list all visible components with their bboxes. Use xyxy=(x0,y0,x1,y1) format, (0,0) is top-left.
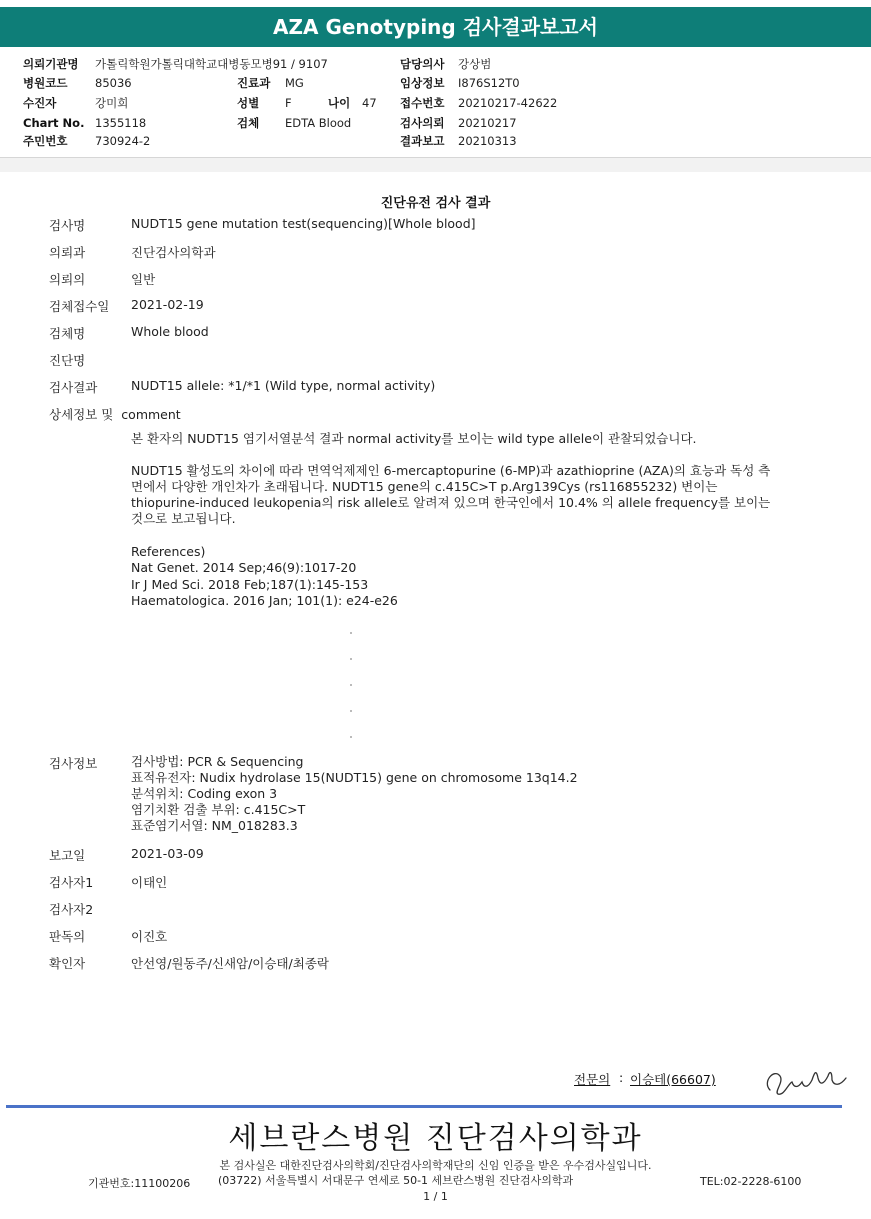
test-info-method: 검사방법: PCR & Sequencing xyxy=(131,754,304,769)
header-value-request-date: 20210217 xyxy=(458,116,517,130)
spacer-dot xyxy=(350,710,352,712)
header-value-patient: 강미희 xyxy=(95,96,129,110)
spacer-dot xyxy=(350,684,352,686)
row-label-verifier: 확인자 xyxy=(49,956,86,971)
specialist-name: 이승테(66607) xyxy=(630,1072,716,1087)
row-value-report-date: 2021-03-09 xyxy=(131,846,204,861)
test-info-variant-site: 염기치환 검출 부위: c.415C>T xyxy=(131,802,306,817)
header-label-institution: 의뢰기관명 xyxy=(23,57,79,71)
header-value-resident-no: 730924-2 xyxy=(95,134,151,148)
header-label-request-date: 검사의뢰 xyxy=(400,116,445,130)
spacer-dot xyxy=(350,632,352,634)
row-label-test-name: 검사명 xyxy=(49,218,86,233)
detail-label: 상세정보 및 comment xyxy=(49,407,181,422)
row-label-result: 검사결과 xyxy=(49,380,98,395)
header-value-age: 47 xyxy=(362,96,377,110)
reference-item: Nat Genet. 2014 Sep;46(9):1017-20 xyxy=(131,560,357,575)
row-value-test-name: NUDT15 gene mutation test(sequencing)[Whole blood] xyxy=(131,216,476,231)
row-label-request-dept: 의뢰과 xyxy=(49,245,86,260)
header-label-department: 진료과 xyxy=(237,76,271,90)
page-number: 1 / 1 xyxy=(423,1190,448,1203)
report-title: AZA Genotyping 검사결과보고서 xyxy=(0,7,871,47)
header-label-age: 나이 xyxy=(328,96,351,110)
row-label-specimen-name: 검체명 xyxy=(49,326,86,341)
header-value-chart-no: 1355118 xyxy=(95,116,147,130)
header-value-institution: 가톨릭학원가톨릭대학교대병동모병91 / 9107 xyxy=(95,57,328,71)
header-value-department: MG xyxy=(285,76,304,90)
test-info-reference-seq: 표준염기서열: NM_018283.3 xyxy=(131,818,298,833)
detail-paragraph-2: NUDT15 활성도의 차이에 따라 면역억제제인 6-mercaptopurine (6-MP)과 azathioprine (AZA)의 효능과 독성 측면에서 다양한 개인차가 초래됩니다. NUDT15 gene의 c.415C>T p.Arg139Cys (rs116855232) 변이는 thiopurine-induced leukopenia의 risk allele로 알려져 있으며 한국인에서 10.4% 의 allele frequency를 보이는 것으로 보고됩니다. xyxy=(131,463,771,526)
reference-item: Haematologica. 2016 Jan; 101(1): e24-e26 xyxy=(131,593,398,608)
detail-paragraph-1: 본 환자의 NUDT15 염기서열분석 결과 normal activity를 보이는 wild type allele이 관찰되었습니다. xyxy=(131,431,697,446)
references-heading: References) xyxy=(131,544,206,559)
header-value-report-date: 20210313 xyxy=(458,134,517,148)
test-info-location: 분석위치: Coding exon 3 xyxy=(131,786,278,801)
specialist-label: 전문의 xyxy=(574,1072,611,1087)
row-label-request-doctor: 의뢰의 xyxy=(49,272,86,287)
header-label-chart-no: Chart No. xyxy=(23,116,85,130)
row-label-received-date: 검체접수일 xyxy=(49,299,110,314)
row-value-interpreter: 이진호 xyxy=(131,929,168,944)
footer-divider xyxy=(6,1105,842,1108)
header-label-physician: 담당의사 xyxy=(400,57,445,71)
header-value-sex: F xyxy=(285,96,292,110)
row-value-result: NUDT15 allele: *1/*1 (Wild type, normal activity) xyxy=(131,378,436,393)
header-label-report-date: 결과보고 xyxy=(400,134,445,148)
spacer-dot xyxy=(350,736,352,738)
header-label-clinical-info: 임상정보 xyxy=(400,76,445,90)
row-label-tester1: 검사자1 xyxy=(49,875,94,890)
row-label-tester2: 검사자2 xyxy=(49,902,94,917)
header-value-specimen: EDTA Blood xyxy=(285,116,352,130)
signature-image xyxy=(760,1060,850,1100)
department-name: 세브란스병원 진단검사의학과 xyxy=(228,1121,643,1156)
certification-text: 본 검사실은 대한진단검사의학회/진단검사의학재단의 신임 인증을 받은 우수검사실입니다. xyxy=(219,1159,652,1172)
test-info-target-gene: 표적유전자: Nudix hydrolase 15(NUDT15) gene on chromosome 13q14.2 xyxy=(131,770,578,785)
header-label-hospital-code: 병원코드 xyxy=(23,76,68,90)
reference-item: Ir J Med Sci. 2018 Feb;187(1):145-153 xyxy=(131,577,369,592)
row-value-tester1: 이태인 xyxy=(131,875,168,890)
header-value-clinical-info: I876S12T0 xyxy=(458,76,520,90)
specialist-separator: : xyxy=(619,1070,624,1085)
header-band xyxy=(0,158,871,172)
row-label-diagnosis: 진단명 xyxy=(49,353,86,368)
header-label-specimen: 검체 xyxy=(237,116,260,130)
header-label-patient: 수진자 xyxy=(23,96,57,110)
header-label-resident-no: 주민번호 xyxy=(23,134,68,148)
header-value-accession-no: 20210217-42622 xyxy=(458,96,558,110)
row-value-specimen-name: Whole blood xyxy=(131,324,209,339)
row-value-request-dept: 진단검사의학과 xyxy=(131,245,216,260)
section-title: 진단유전 검사 결과 xyxy=(380,196,491,211)
header-label-sex: 성별 xyxy=(237,96,260,110)
test-info-label: 검사정보 xyxy=(49,756,98,771)
address-text: (03722) 서울특별시 서대문구 연세로 50-1 세브란스병원 진단검사의학과 xyxy=(218,1174,574,1187)
row-label-report-date: 보고일 xyxy=(49,848,86,863)
institution-number: 기관번호:11100206 xyxy=(88,1177,191,1190)
header-value-hospital-code: 85036 xyxy=(95,76,132,90)
spacer-dot xyxy=(350,658,352,660)
header-label-accession-no: 접수번호 xyxy=(400,96,445,110)
row-value-received-date: 2021-02-19 xyxy=(131,297,204,312)
telephone: TEL:02-2228-6100 xyxy=(700,1175,802,1188)
row-label-interpreter: 판독의 xyxy=(49,929,86,944)
header-value-physician: 강상범 xyxy=(458,57,492,71)
row-value-request-doctor: 일반 xyxy=(131,272,156,287)
row-value-verifier: 안선영/원동주/신새암/이승태/최종락 xyxy=(131,956,329,971)
